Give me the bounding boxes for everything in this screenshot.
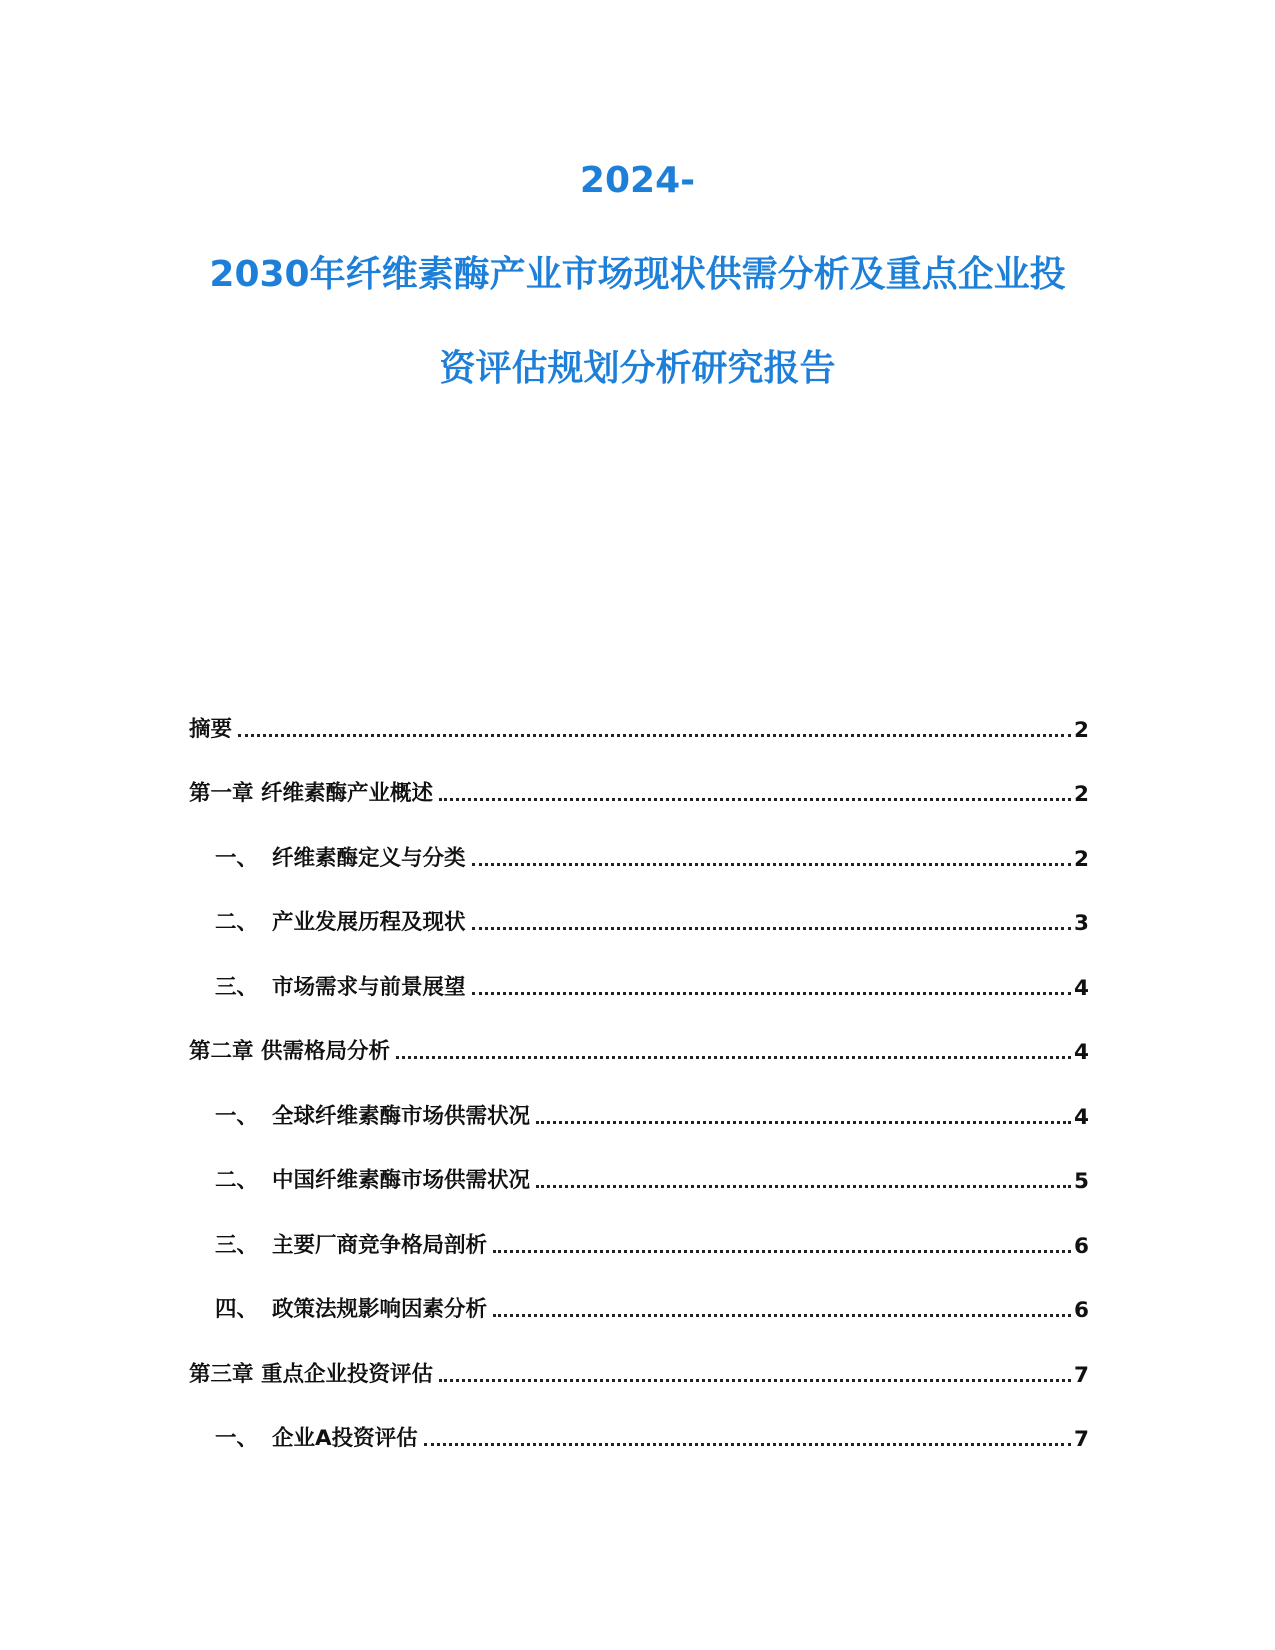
- toc-entry[interactable]: [189, 821, 1088, 886]
- toc-dot-leader: [424, 1443, 1071, 1446]
- toc-entry[interactable]: [189, 1337, 1088, 1402]
- toc-page-number: 7: [1074, 1427, 1089, 1452]
- toc-dot-leader: [493, 1314, 1071, 1317]
- toc-entry-label: 纤维素酶定义与分类: [272, 845, 466, 871]
- toc-entry[interactable]: [189, 1144, 1088, 1209]
- toc-entry[interactable]: [189, 1015, 1088, 1080]
- toc-page-number: 2: [1074, 717, 1089, 743]
- toc-page-number: 5: [1074, 1169, 1089, 1194]
- toc-entry[interactable]: [189, 692, 1088, 757]
- toc-entry-number: 三、: [215, 1232, 259, 1258]
- toc-entry-label: 企业A投资评估: [272, 1426, 418, 1451]
- toc-dot-leader: [472, 863, 1071, 866]
- toc-page-number: 3: [1074, 911, 1089, 936]
- toc-entry-label: 市场需求与前景展望: [272, 974, 466, 1000]
- toc-entry-label: 摘要: [189, 716, 233, 742]
- toc-entry[interactable]: [189, 1402, 1088, 1467]
- toc-entry-label: 第二章 供需格局分析: [189, 1039, 390, 1064]
- toc-dot-leader: [536, 1121, 1071, 1124]
- toc-dot-leader: [536, 1185, 1071, 1188]
- toc-entry-label: 第一章 纤维素酶产业概述: [189, 781, 433, 806]
- toc-dot-leader: [439, 798, 1071, 801]
- toc-entry-number: 一、: [215, 845, 259, 871]
- report-title-line-1: 2024-: [579, 160, 696, 201]
- toc-entry-label: 第三章 重点企业投资评估: [189, 1361, 433, 1387]
- report-title-line-3: 资评估规划分析研究报告: [439, 348, 836, 389]
- toc-page-number: 4: [1074, 1104, 1089, 1130]
- toc-entry-label: 产业发展历程及现状: [272, 910, 466, 935]
- toc-entry[interactable]: [189, 1273, 1088, 1338]
- toc-entry-number: 四、: [215, 1297, 259, 1322]
- toc-page-number: 4: [1074, 1040, 1089, 1065]
- toc-entry-number: 三、: [215, 974, 259, 1000]
- toc-entry-label: 政策法规影响因素分析: [272, 1297, 488, 1322]
- toc-dot-leader: [472, 992, 1071, 995]
- toc-entry[interactable]: [189, 886, 1088, 951]
- toc-entry[interactable]: [189, 1079, 1088, 1144]
- toc-dot-leader: [493, 1250, 1071, 1253]
- toc-entry-label: 全球纤维素酶市场供需状况: [272, 1103, 531, 1129]
- toc-entry-number: 一、: [215, 1103, 259, 1129]
- toc-page-number: 6: [1074, 1233, 1089, 1259]
- toc-page-number: 2: [1074, 846, 1089, 872]
- toc-entry-label: 主要厂商竞争格局剖析: [272, 1232, 488, 1258]
- toc-page-number: 2: [1074, 782, 1089, 807]
- toc-dot-leader: [472, 927, 1071, 930]
- table-of-contents: [189, 692, 1088, 1466]
- toc-dot-leader: [238, 734, 1071, 737]
- toc-entry-number: 二、: [215, 910, 259, 935]
- toc-entry-number: 一、: [215, 1426, 259, 1451]
- toc-entry[interactable]: [189, 757, 1088, 822]
- toc-page-number: 7: [1074, 1362, 1089, 1388]
- toc-page-number: 6: [1074, 1298, 1089, 1323]
- toc-entry-label: 中国纤维素酶市场供需状况: [272, 1168, 531, 1193]
- toc-dot-leader: [396, 1056, 1071, 1059]
- toc-entry[interactable]: [189, 1208, 1088, 1273]
- report-title: [0, 152, 1275, 434]
- toc-entry[interactable]: [189, 950, 1088, 1015]
- toc-dot-leader: [439, 1379, 1071, 1382]
- toc-entry-number: 二、: [215, 1168, 259, 1193]
- toc-page-number: 4: [1074, 975, 1089, 1001]
- report-title-line-2: 2030年纤维素酶产业市场现状供需分析及重点企业投: [209, 254, 1066, 295]
